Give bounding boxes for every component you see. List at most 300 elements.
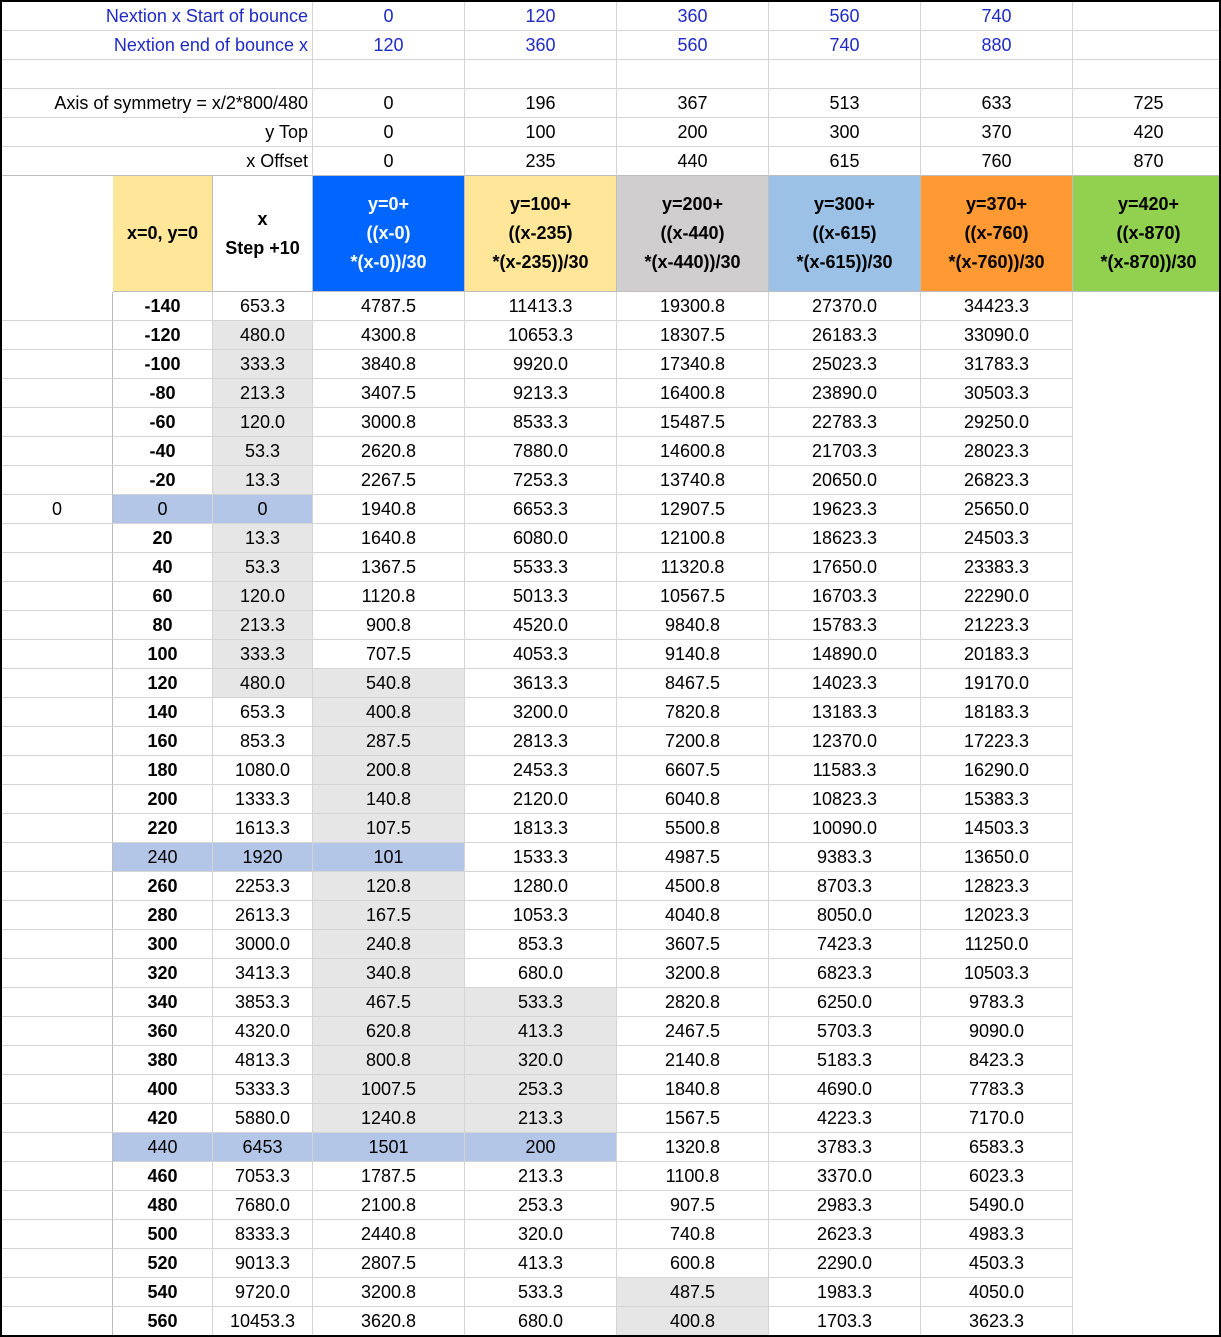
y-value-cell[interactable]: 853.3 [213, 727, 313, 756]
y-value-cell[interactable]: 9090.0 [921, 1017, 1073, 1046]
y-value-cell[interactable]: 21223.3 [921, 611, 1073, 640]
y-value-cell[interactable]: 14600.8 [617, 437, 769, 466]
x-value-cell[interactable]: 260 [113, 872, 213, 901]
y-value-cell[interactable]: 680.0 [465, 1307, 617, 1336]
y-value-cell[interactable]: 287.5 [313, 727, 465, 756]
y-value-cell[interactable]: 12100.8 [617, 524, 769, 553]
y-value-cell[interactable]: 34423.3 [921, 292, 1073, 321]
y-value-cell[interactable]: 3407.5 [313, 379, 465, 408]
y-value-cell[interactable]: 6040.8 [617, 785, 769, 814]
y-value-cell[interactable]: 900.8 [313, 611, 465, 640]
y-value-cell[interactable]: 12907.5 [617, 495, 769, 524]
y-value-cell[interactable]: 1333.3 [213, 785, 313, 814]
origin-value-cell[interactable] [2, 466, 113, 495]
y-value-cell[interactable]: 653.3 [213, 292, 313, 321]
y-value-cell[interactable]: 30503.3 [921, 379, 1073, 408]
y-value-cell[interactable]: 480.0 [213, 321, 313, 350]
param-value-cell[interactable]: 633 [921, 89, 1073, 118]
y-value-cell[interactable]: 200.8 [313, 756, 465, 785]
y-value-cell[interactable]: 2820.8 [617, 988, 769, 1017]
y-value-cell[interactable]: 7170.0 [921, 1104, 1073, 1133]
y-value-cell[interactable]: 2807.5 [313, 1249, 465, 1278]
y-value-cell[interactable]: 680.0 [465, 959, 617, 988]
param-value-cell[interactable]: 0 [313, 118, 465, 147]
y-value-cell[interactable]: 2620.8 [313, 437, 465, 466]
param-label-cell[interactable] [2, 60, 313, 89]
y-value-cell[interactable]: 1280.0 [465, 872, 617, 901]
x-value-cell[interactable]: 520 [113, 1249, 213, 1278]
y-value-cell[interactable]: 19623.3 [769, 495, 921, 524]
y-value-cell[interactable]: 3853.3 [213, 988, 313, 1017]
y-value-cell[interactable]: 5333.3 [213, 1075, 313, 1104]
y-value-cell[interactable]: 2613.3 [213, 901, 313, 930]
origin-value-cell[interactable] [2, 553, 113, 582]
param-value-cell[interactable]: 0 [313, 147, 465, 176]
y-value-cell[interactable]: 26823.3 [921, 466, 1073, 495]
y-value-cell[interactable]: 16290.0 [921, 756, 1073, 785]
y-value-cell[interactable]: 10090.0 [769, 814, 921, 843]
y-value-cell[interactable]: 2440.8 [313, 1220, 465, 1249]
y-value-cell[interactable]: 6653.3 [465, 495, 617, 524]
y-value-cell[interactable]: 6607.5 [617, 756, 769, 785]
y-value-cell[interactable]: 8703.3 [769, 872, 921, 901]
y-value-cell[interactable]: 2453.3 [465, 756, 617, 785]
y-value-cell[interactable]: 8333.3 [213, 1220, 313, 1249]
y-value-cell[interactable]: 213.3 [213, 379, 313, 408]
param-value-cell[interactable]: 120 [465, 2, 617, 31]
param-value-cell[interactable] [921, 60, 1073, 89]
y-value-cell[interactable]: 5490.0 [921, 1191, 1073, 1220]
y-value-cell[interactable]: 10653.3 [465, 321, 617, 350]
y-value-cell[interactable]: 9840.8 [617, 611, 769, 640]
param-value-cell[interactable]: 0 [313, 2, 465, 31]
origin-value-cell[interactable] [2, 756, 113, 785]
y-value-cell[interactable]: 1240.8 [313, 1104, 465, 1133]
param-value-cell[interactable] [1073, 31, 1221, 60]
y-value-cell[interactable]: 4690.0 [769, 1075, 921, 1104]
x-value-cell[interactable]: 0 [113, 495, 213, 524]
y-value-cell[interactable]: 101 [313, 843, 465, 872]
y-value-cell[interactable]: 2120.0 [465, 785, 617, 814]
origin-value-cell[interactable] [2, 872, 113, 901]
x-value-cell[interactable]: 160 [113, 727, 213, 756]
y-value-cell[interactable]: 4983.3 [921, 1220, 1073, 1249]
y-value-cell[interactable]: 2290.0 [769, 1249, 921, 1278]
param-label-cell[interactable]: Axis of symmetry = x/2*800/480 [2, 89, 313, 118]
x-value-cell[interactable]: 180 [113, 756, 213, 785]
y-value-cell[interactable]: 4300.8 [313, 321, 465, 350]
origin-value-cell[interactable] [2, 1278, 113, 1307]
origin-value-cell[interactable] [2, 901, 113, 930]
y-value-cell[interactable]: 6453 [213, 1133, 313, 1162]
x-value-cell[interactable]: 340 [113, 988, 213, 1017]
param-label-cell[interactable]: Nextion x Start of bounce [2, 2, 313, 31]
y-value-cell[interactable]: 6023.3 [921, 1162, 1073, 1191]
y-value-cell[interactable]: 3840.8 [313, 350, 465, 379]
y-value-cell[interactable]: 5880.0 [213, 1104, 313, 1133]
x-value-cell[interactable]: 540 [113, 1278, 213, 1307]
y-value-cell[interactable]: 1940.8 [313, 495, 465, 524]
y-value-cell[interactable]: 27370.0 [769, 292, 921, 321]
y-value-cell[interactable]: 19300.8 [617, 292, 769, 321]
y-value-cell[interactable]: 7200.8 [617, 727, 769, 756]
y-value-cell[interactable]: 4520.0 [465, 611, 617, 640]
origin-value-cell[interactable] [2, 988, 113, 1017]
y-value-cell[interactable]: 11320.8 [617, 553, 769, 582]
y-value-cell[interactable]: 1983.3 [769, 1278, 921, 1307]
y-value-cell[interactable]: 22783.3 [769, 408, 921, 437]
y-value-cell[interactable]: 13183.3 [769, 698, 921, 727]
origin-value-cell[interactable] [2, 727, 113, 756]
x-value-cell[interactable]: 560 [113, 1307, 213, 1336]
param-value-cell[interactable]: 300 [769, 118, 921, 147]
y-value-cell[interactable]: 413.3 [465, 1017, 617, 1046]
origin-value-cell[interactable] [2, 959, 113, 988]
origin-value-cell[interactable] [2, 1046, 113, 1075]
y-value-cell[interactable]: 253.3 [465, 1075, 617, 1104]
origin-value-cell[interactable] [2, 1075, 113, 1104]
y-value-cell[interactable]: 13740.8 [617, 466, 769, 495]
y-value-cell[interactable]: 21703.3 [769, 437, 921, 466]
param-value-cell[interactable]: 513 [769, 89, 921, 118]
origin-value-cell[interactable] [2, 292, 113, 321]
y-value-cell[interactable]: 3623.3 [921, 1307, 1073, 1336]
y-value-cell[interactable]: 120.0 [213, 582, 313, 611]
y-value-cell[interactable]: 4987.5 [617, 843, 769, 872]
y-value-cell[interactable]: 740.8 [617, 1220, 769, 1249]
y-value-cell[interactable]: 6250.0 [769, 988, 921, 1017]
y-value-cell[interactable]: 53.3 [213, 553, 313, 582]
x-value-cell[interactable]: 500 [113, 1220, 213, 1249]
x-value-cell[interactable]: 420 [113, 1104, 213, 1133]
y-value-cell[interactable]: 3783.3 [769, 1133, 921, 1162]
param-value-cell[interactable]: 0 [313, 89, 465, 118]
y-value-cell[interactable]: 18183.3 [921, 698, 1073, 727]
y-value-cell[interactable]: 5183.3 [769, 1046, 921, 1075]
origin-value-cell[interactable] [2, 814, 113, 843]
origin-value-cell[interactable] [2, 321, 113, 350]
y-value-cell[interactable]: 10453.3 [213, 1307, 313, 1336]
y-value-cell[interactable]: 213.3 [213, 611, 313, 640]
y-value-cell[interactable]: 3000.0 [213, 930, 313, 959]
param-value-cell[interactable]: 740 [921, 2, 1073, 31]
y-value-cell[interactable]: 25023.3 [769, 350, 921, 379]
x-value-cell[interactable]: -100 [113, 350, 213, 379]
y-value-cell[interactable]: 13.3 [213, 524, 313, 553]
y-value-cell[interactable]: 26183.3 [769, 321, 921, 350]
origin-value-cell[interactable] [2, 611, 113, 640]
y-value-cell[interactable]: 320.0 [465, 1046, 617, 1075]
origin-value-cell[interactable] [2, 640, 113, 669]
param-value-cell[interactable]: 440 [617, 147, 769, 176]
y-value-cell[interactable]: 340.8 [313, 959, 465, 988]
y-value-cell[interactable]: 31783.3 [921, 350, 1073, 379]
origin-header-cell[interactable]: x=0, y=0 [113, 176, 213, 292]
y-value-cell[interactable]: 4053.3 [465, 640, 617, 669]
x-value-cell[interactable]: 60 [113, 582, 213, 611]
y-value-cell[interactable]: 7783.3 [921, 1075, 1073, 1104]
y-value-cell[interactable]: 1840.8 [617, 1075, 769, 1104]
param-value-cell[interactable]: 360 [465, 31, 617, 60]
y-value-cell[interactable]: 1367.5 [313, 553, 465, 582]
x-value-cell[interactable]: 320 [113, 959, 213, 988]
x-value-cell[interactable]: 460 [113, 1162, 213, 1191]
y-value-cell[interactable]: 7880.0 [465, 437, 617, 466]
y-value-cell[interactable]: 5703.3 [769, 1017, 921, 1046]
y-value-cell[interactable]: 253.3 [465, 1191, 617, 1220]
y-value-cell[interactable]: 2467.5 [617, 1017, 769, 1046]
y-value-cell[interactable]: 120.0 [213, 408, 313, 437]
x-value-cell[interactable]: -80 [113, 379, 213, 408]
param-value-cell[interactable] [769, 60, 921, 89]
y-value-cell[interactable]: 16400.8 [617, 379, 769, 408]
y-value-cell[interactable]: 4503.3 [921, 1249, 1073, 1278]
y-value-cell[interactable]: 3370.0 [769, 1162, 921, 1191]
y-value-cell[interactable]: 17223.3 [921, 727, 1073, 756]
y-value-cell[interactable]: 4320.0 [213, 1017, 313, 1046]
curve-header-cell[interactable] [769, 176, 921, 292]
y-value-cell[interactable]: 14023.3 [769, 669, 921, 698]
x-value-cell[interactable]: -40 [113, 437, 213, 466]
y-value-cell[interactable]: 53.3 [213, 437, 313, 466]
y-value-cell[interactable]: 320.0 [465, 1220, 617, 1249]
y-value-cell[interactable]: 400.8 [617, 1307, 769, 1336]
y-value-cell[interactable]: 200 [465, 1133, 617, 1162]
y-value-cell[interactable]: 7053.3 [213, 1162, 313, 1191]
y-value-cell[interactable]: 12823.3 [921, 872, 1073, 901]
y-value-cell[interactable]: 1813.3 [465, 814, 617, 843]
y-value-cell[interactable]: 653.3 [213, 698, 313, 727]
y-value-cell[interactable]: 7680.0 [213, 1191, 313, 1220]
y-value-cell[interactable]: 22290.0 [921, 582, 1073, 611]
y-value-cell[interactable]: 3200.8 [617, 959, 769, 988]
origin-value-cell[interactable] [2, 1220, 113, 1249]
y-value-cell[interactable]: 213.3 [465, 1162, 617, 1191]
y-value-cell[interactable]: 7253.3 [465, 466, 617, 495]
origin-value-cell[interactable]: 0 [2, 495, 113, 524]
y-value-cell[interactable]: 333.3 [213, 350, 313, 379]
param-value-cell[interactable]: 360 [617, 2, 769, 31]
y-value-cell[interactable]: 540.8 [313, 669, 465, 698]
param-value-cell[interactable]: 200 [617, 118, 769, 147]
param-value-cell[interactable] [465, 60, 617, 89]
y-value-cell[interactable]: 19170.0 [921, 669, 1073, 698]
param-value-cell[interactable]: 367 [617, 89, 769, 118]
y-value-cell[interactable]: 10503.3 [921, 959, 1073, 988]
y-value-cell[interactable]: 1533.3 [465, 843, 617, 872]
origin-value-cell[interactable] [2, 1249, 113, 1278]
y-value-cell[interactable]: 14890.0 [769, 640, 921, 669]
y-value-cell[interactable]: 4223.3 [769, 1104, 921, 1133]
x-value-cell[interactable]: -140 [113, 292, 213, 321]
y-value-cell[interactable]: 17650.0 [769, 553, 921, 582]
y-value-cell[interactable]: 23383.3 [921, 553, 1073, 582]
y-value-cell[interactable]: 7423.3 [769, 930, 921, 959]
y-value-cell[interactable]: 2623.3 [769, 1220, 921, 1249]
y-value-cell[interactable]: 9783.3 [921, 988, 1073, 1017]
param-label-cell[interactable]: Nextion end of bounce x [2, 31, 313, 60]
x-value-cell[interactable]: 480 [113, 1191, 213, 1220]
y-value-cell[interactable]: 6583.3 [921, 1133, 1073, 1162]
y-value-cell[interactable]: 9920.0 [465, 350, 617, 379]
origin-value-cell[interactable] [2, 524, 113, 553]
y-value-cell[interactable]: 800.8 [313, 1046, 465, 1075]
y-value-cell[interactable]: 487.5 [617, 1278, 769, 1307]
y-value-cell[interactable]: 3613.3 [465, 669, 617, 698]
y-value-cell[interactable]: 1320.8 [617, 1133, 769, 1162]
y-value-cell[interactable]: 1567.5 [617, 1104, 769, 1133]
y-value-cell[interactable]: 9140.8 [617, 640, 769, 669]
y-value-cell[interactable]: 480.0 [213, 669, 313, 698]
y-value-cell[interactable]: 620.8 [313, 1017, 465, 1046]
param-label-cell[interactable]: y Top [2, 118, 313, 147]
y-value-cell[interactable]: 907.5 [617, 1191, 769, 1220]
y-value-cell[interactable]: 12370.0 [769, 727, 921, 756]
curve-header-cell[interactable] [921, 176, 1073, 292]
y-value-cell[interactable]: 4500.8 [617, 872, 769, 901]
y-value-cell[interactable]: 2983.3 [769, 1191, 921, 1220]
origin-value-cell[interactable] [2, 582, 113, 611]
y-value-cell[interactable]: 3200.0 [465, 698, 617, 727]
y-value-cell[interactable]: 0 [213, 495, 313, 524]
param-value-cell[interactable]: 560 [769, 2, 921, 31]
param-value-cell[interactable]: 196 [465, 89, 617, 118]
param-value-cell[interactable]: 760 [921, 147, 1073, 176]
y-value-cell[interactable]: 1501 [313, 1133, 465, 1162]
x-value-cell[interactable]: 200 [113, 785, 213, 814]
y-value-cell[interactable]: 140.8 [313, 785, 465, 814]
origin-value-cell[interactable] [2, 350, 113, 379]
origin-value-cell[interactable] [2, 930, 113, 959]
x-value-cell[interactable]: 40 [113, 553, 213, 582]
origin-value-cell[interactable] [2, 843, 113, 872]
y-value-cell[interactable]: 10823.3 [769, 785, 921, 814]
y-value-cell[interactable]: 240.8 [313, 930, 465, 959]
y-value-cell[interactable]: 1100.8 [617, 1162, 769, 1191]
x-value-cell[interactable]: 120 [113, 669, 213, 698]
origin-value-cell[interactable] [2, 698, 113, 727]
y-value-cell[interactable]: 18623.3 [769, 524, 921, 553]
y-value-cell[interactable]: 413.3 [465, 1249, 617, 1278]
y-value-cell[interactable]: 20650.0 [769, 466, 921, 495]
param-value-cell[interactable]: 740 [769, 31, 921, 60]
y-value-cell[interactable]: 10567.5 [617, 582, 769, 611]
y-value-cell[interactable]: 11583.3 [769, 756, 921, 785]
curve-header-cell[interactable] [313, 176, 465, 292]
param-value-cell[interactable]: 420 [1073, 118, 1221, 147]
y-value-cell[interactable]: 4787.5 [313, 292, 465, 321]
y-value-cell[interactable]: 1640.8 [313, 524, 465, 553]
y-value-cell[interactable]: 5013.3 [465, 582, 617, 611]
y-value-cell[interactable]: 13.3 [213, 466, 313, 495]
origin-value-cell[interactable] [2, 1133, 113, 1162]
x-value-cell[interactable]: 360 [113, 1017, 213, 1046]
param-value-cell[interactable]: 725 [1073, 89, 1221, 118]
x-value-cell[interactable]: 20 [113, 524, 213, 553]
x-value-cell[interactable]: 140 [113, 698, 213, 727]
y-value-cell[interactable]: 1007.5 [313, 1075, 465, 1104]
y-value-cell[interactable]: 33090.0 [921, 321, 1073, 350]
y-value-cell[interactable]: 14503.3 [921, 814, 1073, 843]
origin-value-cell[interactable] [2, 1017, 113, 1046]
y-value-cell[interactable]: 16703.3 [769, 582, 921, 611]
y-value-cell[interactable]: 1080.0 [213, 756, 313, 785]
y-value-cell[interactable]: 4813.3 [213, 1046, 313, 1075]
y-value-cell[interactable]: 28023.3 [921, 437, 1073, 466]
y-value-cell[interactable]: 25650.0 [921, 495, 1073, 524]
y-value-cell[interactable]: 15383.3 [921, 785, 1073, 814]
y-value-cell[interactable]: 107.5 [313, 814, 465, 843]
param-value-cell[interactable]: 560 [617, 31, 769, 60]
x-value-cell[interactable]: -60 [113, 408, 213, 437]
origin-value-cell[interactable] [2, 1104, 113, 1133]
y-value-cell[interactable]: 400.8 [313, 698, 465, 727]
y-value-cell[interactable]: 3413.3 [213, 959, 313, 988]
y-value-cell[interactable]: 11413.3 [465, 292, 617, 321]
y-value-cell[interactable]: 2813.3 [465, 727, 617, 756]
y-value-cell[interactable]: 707.5 [313, 640, 465, 669]
origin-value-cell[interactable] [2, 408, 113, 437]
y-value-cell[interactable]: 13650.0 [921, 843, 1073, 872]
y-value-cell[interactable]: 8533.3 [465, 408, 617, 437]
origin-value-cell[interactable] [2, 1191, 113, 1220]
y-value-cell[interactable]: 12023.3 [921, 901, 1073, 930]
param-value-cell[interactable] [1073, 2, 1221, 31]
y-value-cell[interactable]: 120.8 [313, 872, 465, 901]
y-value-cell[interactable]: 1703.3 [769, 1307, 921, 1336]
param-value-cell[interactable]: 235 [465, 147, 617, 176]
y-value-cell[interactable]: 167.5 [313, 901, 465, 930]
x-value-cell[interactable]: 280 [113, 901, 213, 930]
y-value-cell[interactable]: 15487.5 [617, 408, 769, 437]
y-value-cell[interactable]: 6080.0 [465, 524, 617, 553]
y-value-cell[interactable]: 9720.0 [213, 1278, 313, 1307]
y-value-cell[interactable]: 5533.3 [465, 553, 617, 582]
y-value-cell[interactable]: 8050.0 [769, 901, 921, 930]
origin-value-cell[interactable] [2, 1307, 113, 1336]
y-value-cell[interactable]: 11250.0 [921, 930, 1073, 959]
y-value-cell[interactable]: 18307.5 [617, 321, 769, 350]
y-value-cell[interactable]: 1120.8 [313, 582, 465, 611]
y-value-cell[interactable]: 853.3 [465, 930, 617, 959]
y-value-cell[interactable]: 8423.3 [921, 1046, 1073, 1075]
x-value-cell[interactable]: -120 [113, 321, 213, 350]
origin-value-cell[interactable] [2, 785, 113, 814]
x-value-cell[interactable]: 220 [113, 814, 213, 843]
y-value-cell[interactable]: 29250.0 [921, 408, 1073, 437]
y-value-cell[interactable]: 2253.3 [213, 872, 313, 901]
y-value-cell[interactable]: 5500.8 [617, 814, 769, 843]
y-value-cell[interactable]: 467.5 [313, 988, 465, 1017]
y-value-cell[interactable]: 2267.5 [313, 466, 465, 495]
x-value-cell[interactable]: 440 [113, 1133, 213, 1162]
y-value-cell[interactable]: 600.8 [617, 1249, 769, 1278]
origin-value-cell[interactable] [2, 669, 113, 698]
x-value-cell[interactable]: 100 [113, 640, 213, 669]
y-value-cell[interactable]: 533.3 [465, 1278, 617, 1307]
param-value-cell[interactable]: 880 [921, 31, 1073, 60]
y-value-cell[interactable]: 15783.3 [769, 611, 921, 640]
param-value-cell[interactable]: 870 [1073, 147, 1221, 176]
param-label-cell[interactable]: x Offset [2, 147, 313, 176]
y-value-cell[interactable]: 3000.8 [313, 408, 465, 437]
param-value-cell[interactable]: 615 [769, 147, 921, 176]
origin-value-cell[interactable] [2, 437, 113, 466]
y-value-cell[interactable]: 4040.8 [617, 901, 769, 930]
curve-header-cell[interactable] [617, 176, 769, 292]
curve-header-cell[interactable] [1073, 176, 1221, 292]
y-value-cell[interactable]: 533.3 [465, 988, 617, 1017]
